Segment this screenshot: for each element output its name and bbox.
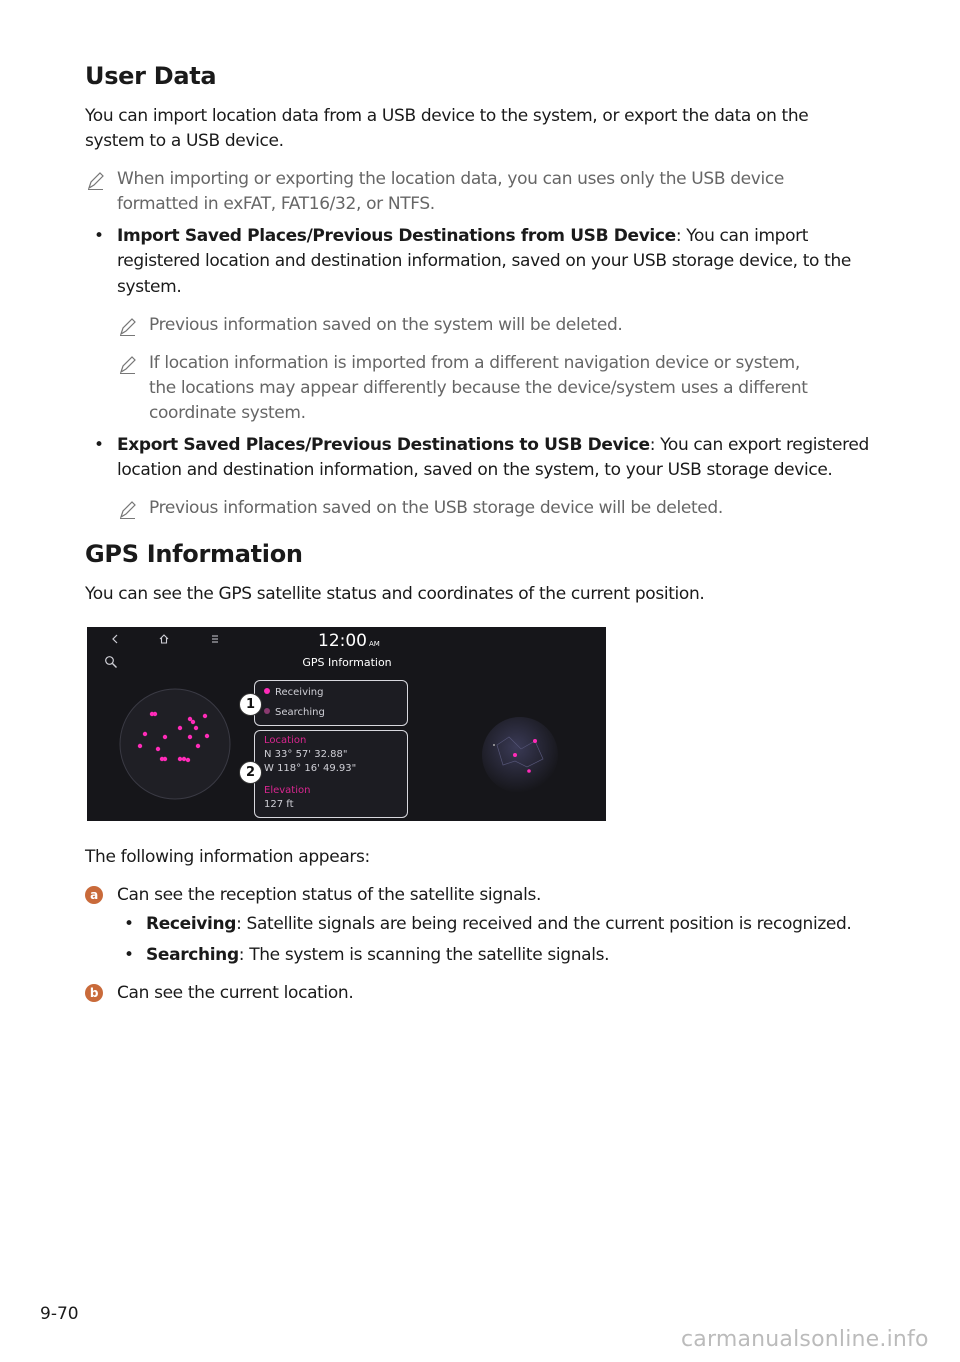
satellite-dot <box>205 734 209 738</box>
satellite-dot <box>186 758 190 762</box>
clock <box>318 631 380 651</box>
elevation-value: 127 ft <box>264 799 294 810</box>
searching-dot-icon <box>264 708 270 714</box>
satellite-sky-view <box>117 684 237 804</box>
longitude-value: W 118° 16' 49.93" <box>264 763 357 774</box>
satellite-dot <box>194 726 198 730</box>
satellite-dot <box>178 726 182 730</box>
item-2 <box>85 981 103 1006</box>
callout-2: 2 <box>239 761 262 784</box>
item-marker-b: b <box>85 984 103 1002</box>
satellite-dot <box>143 732 147 736</box>
import-item-text: : You can import <box>675 226 809 246</box>
back-icon[interactable] <box>109 633 121 645</box>
location-label: Location <box>264 735 307 746</box>
export-item-line1 <box>117 433 869 458</box>
status-searching <box>264 707 325 718</box>
section-heading-gps: GPS Information <box>85 540 303 568</box>
item-2-text: Can see the current location. <box>117 983 354 1003</box>
pencil-note-icon <box>118 355 138 375</box>
export-item-line2: location and destination information, saved on the system, to your USB storage device. <box>117 460 833 480</box>
pencil-note-icon <box>86 171 106 191</box>
user-data-intro-line2: system to a USB device. <box>85 131 284 151</box>
bullet-dot: • <box>124 945 135 965</box>
satellite-dot <box>203 714 207 718</box>
receiving-term: Receiving <box>146 914 237 934</box>
note-usb-format-line1: When importing or exporting the location data, you can uses only the USB device <box>117 169 784 189</box>
home-icon[interactable] <box>158 633 170 645</box>
bullet-dot: • <box>94 226 105 246</box>
import-item-line1 <box>117 224 808 249</box>
satellite-dot <box>182 757 186 761</box>
note-coordinate-line3: coordinate system. <box>149 403 306 423</box>
searching-description <box>146 943 609 968</box>
export-item-text: : You can export registered <box>649 435 869 455</box>
search-icon[interactable] <box>104 655 118 669</box>
globe-icon <box>477 715 562 795</box>
page-number: 9-70 <box>40 1304 79 1324</box>
satellite-dot <box>191 720 195 724</box>
satellite-dot <box>196 744 200 748</box>
receiving-desc: : Satellite signals are being received and the current position is recognized. <box>236 914 852 934</box>
callout-1: 1 <box>239 693 262 716</box>
satellite-dot <box>156 747 160 751</box>
bullet-dot: • <box>124 914 135 934</box>
note-coordinate-line2: the locations may appear differently because the device/system uses a different <box>149 378 808 398</box>
item-1-text: Can see the reception status of the satellite signals. <box>117 885 542 905</box>
satellite-dot <box>138 744 142 748</box>
pencil-note-icon <box>118 500 138 520</box>
satellite-dot <box>163 735 167 739</box>
elevation-label: Elevation <box>264 785 311 796</box>
receiving-label: Receiving <box>275 687 324 698</box>
location-box <box>254 730 408 818</box>
gps-screenshot <box>87 627 606 821</box>
item-1 <box>85 883 103 908</box>
satellite-dot <box>153 712 157 716</box>
import-item-line2: registered location and destination information, saved on your USB storage device, to the <box>117 251 852 271</box>
section-heading-user-data: User Data <box>85 62 217 90</box>
clock-time: 12:00 <box>318 631 367 651</box>
note-import-deleted: Previous information saved on the system will be deleted. <box>149 315 623 335</box>
receiving-description <box>146 912 852 937</box>
screen-title: GPS Information <box>302 656 392 669</box>
searching-desc: : The system is scanning the satellite signals. <box>238 945 610 965</box>
export-item-title: Export Saved Places/Previous Destinations to USB Device <box>117 435 650 455</box>
receiving-dot-icon <box>264 688 270 694</box>
satellite-dot <box>163 757 167 761</box>
item-marker-a: a <box>85 886 103 904</box>
latitude-value: N 33° 57' 32.88" <box>264 749 348 760</box>
watermark: carmanualsonline.info <box>681 1327 929 1352</box>
pencil-note-icon <box>118 317 138 337</box>
note-coordinate-line1: If location information is imported from a different navigation device or system, <box>149 353 800 373</box>
searching-label: Searching <box>275 707 325 718</box>
menu-icon[interactable] <box>209 633 221 645</box>
following-info: The following information appears: <box>85 847 370 867</box>
satellite-dot <box>178 757 182 761</box>
gps-intro: You can see the GPS satellite status and coordinates of the current position. <box>85 584 705 604</box>
status-receiving <box>264 687 323 698</box>
bullet-dot: • <box>94 435 105 455</box>
note-export-deleted: Previous information saved on the USB storage device will be deleted. <box>149 498 723 518</box>
sky-view-circle <box>120 689 230 799</box>
satellite-dot <box>188 735 192 739</box>
clock-ampm: AM <box>369 640 380 648</box>
searching-term: Searching <box>146 945 239 965</box>
import-item-title: Import Saved Places/Previous Destinations from USB Device <box>117 226 676 246</box>
reception-status-box <box>254 680 408 726</box>
screen-top-bar <box>87 627 606 675</box>
user-data-intro-line1: You can import location data from a USB device to the system, or export the data on the <box>85 106 809 126</box>
note-usb-format-line2: formatted in exFAT, FAT16/32, or NTFS. <box>117 194 435 214</box>
import-item-line3: system. <box>117 277 182 297</box>
